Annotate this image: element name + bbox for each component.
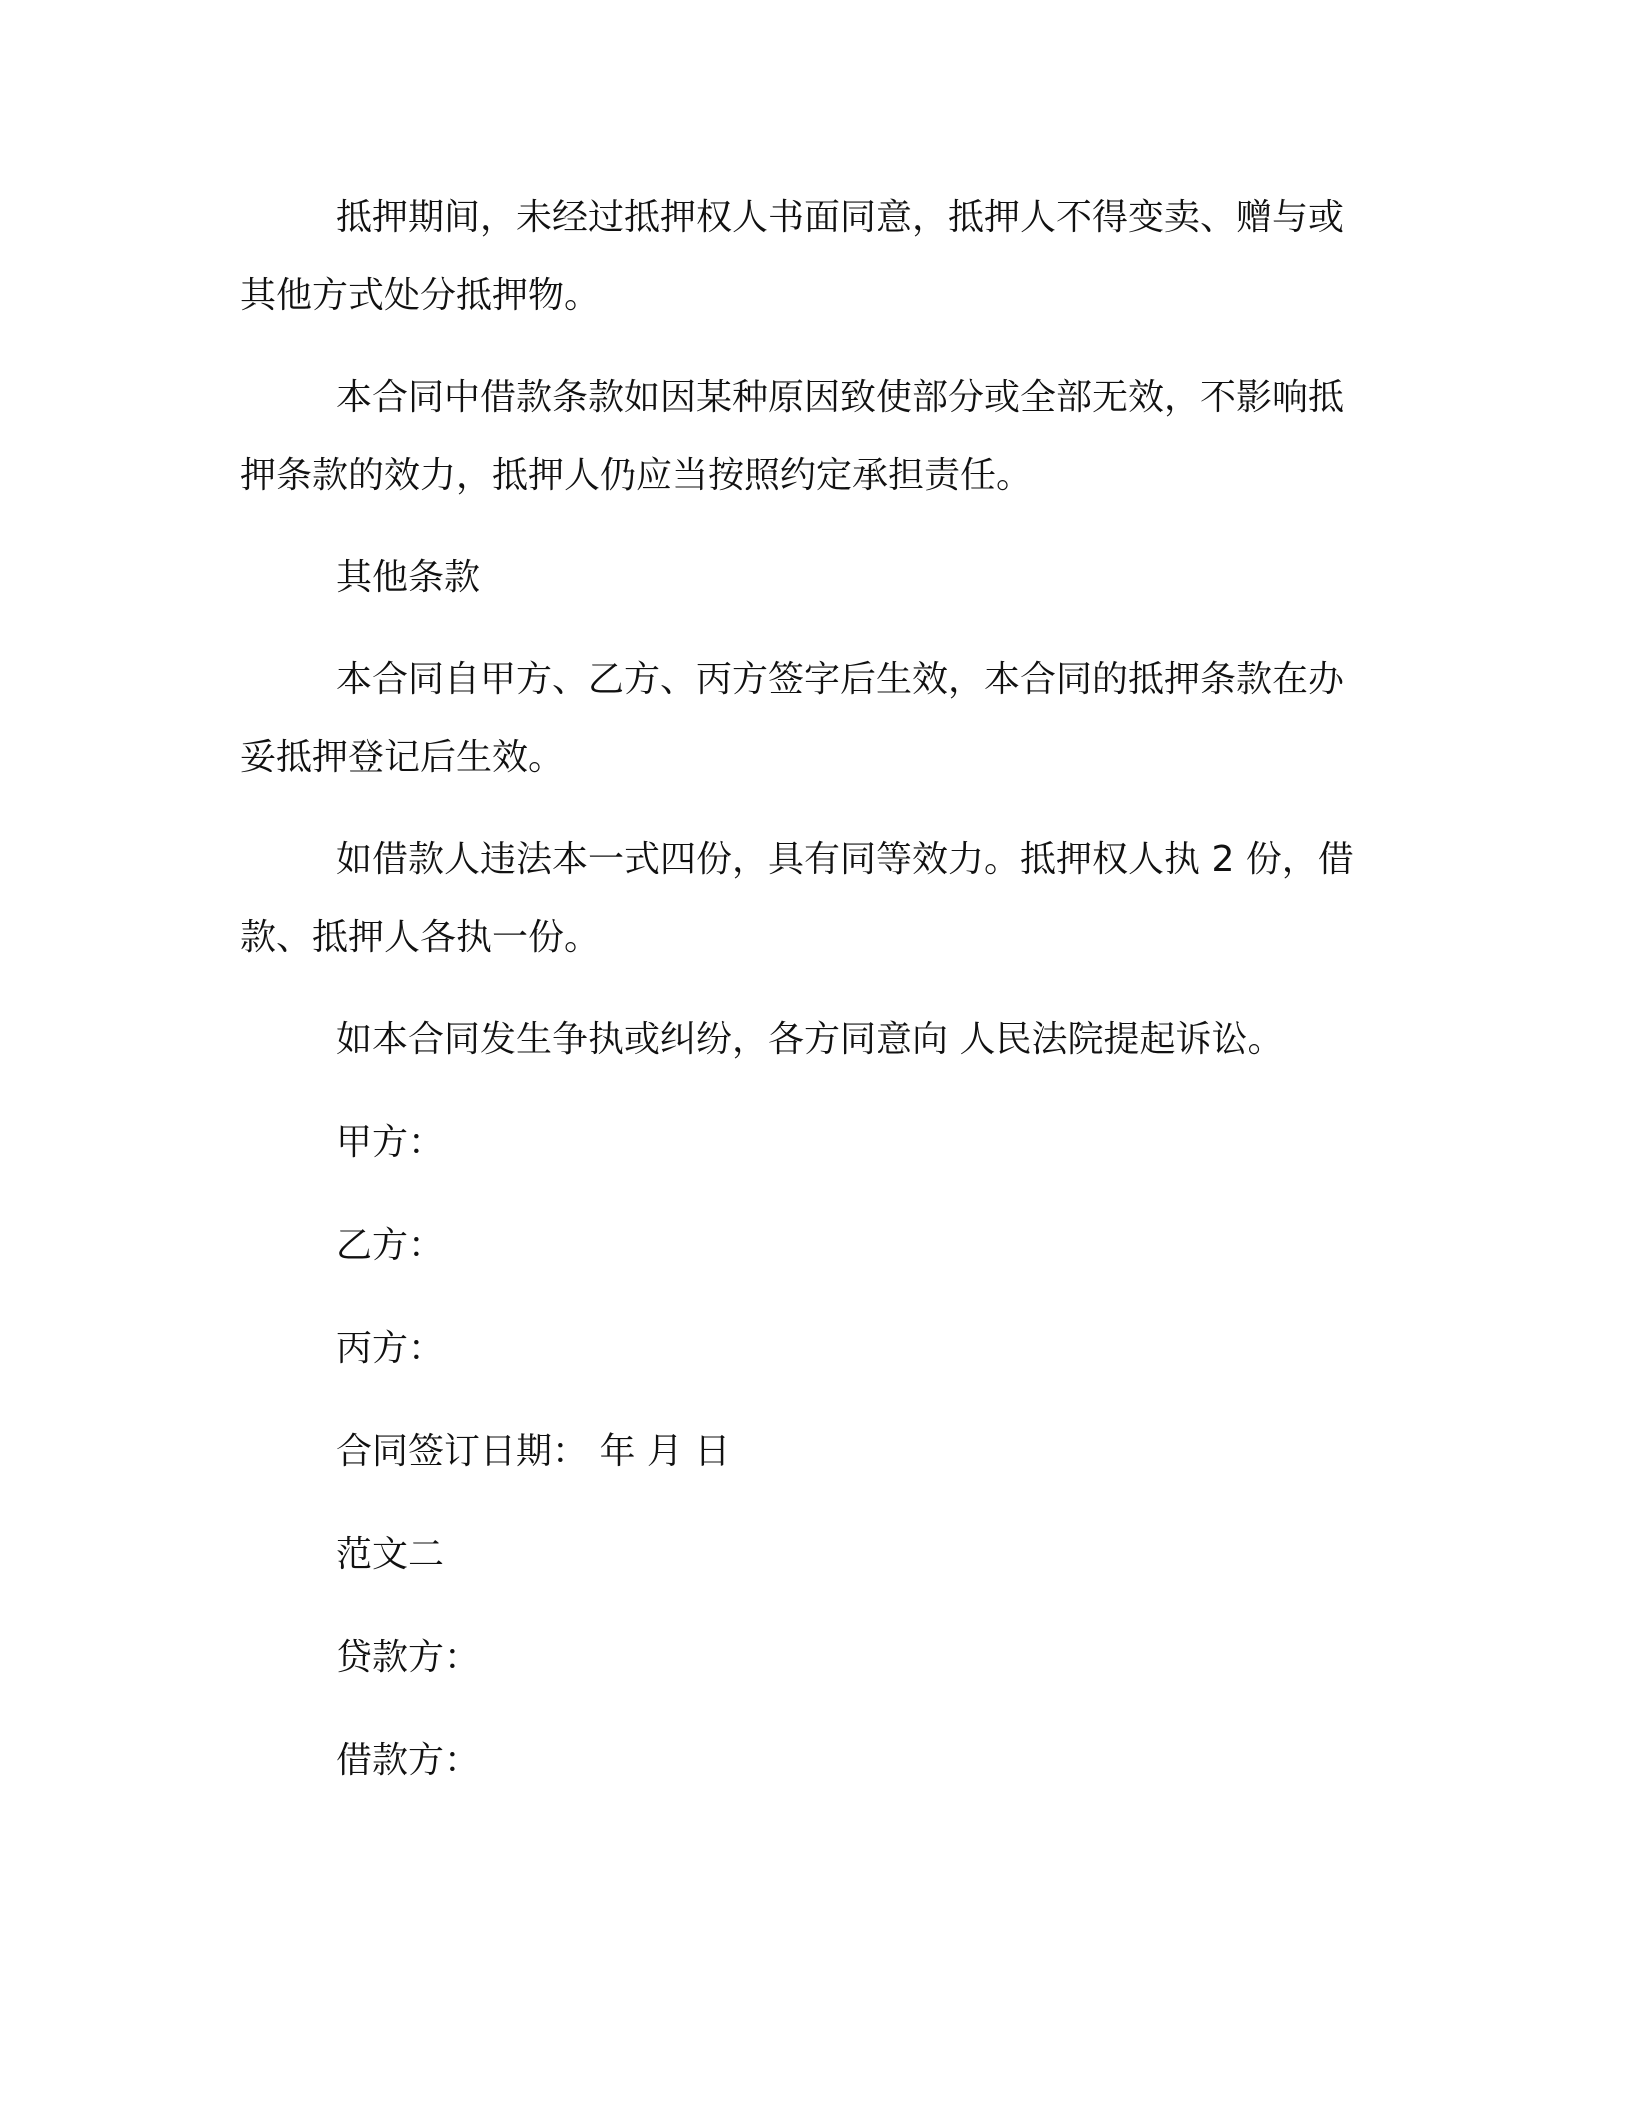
party-b-label: 乙方： [336,1225,445,1266]
party-a-label: 甲方： [336,1122,445,1163]
lender-label: 贷款方： [336,1637,481,1678]
paragraph-2-line-2: 押条款的效力，抵押人仍应当按照约定承担责任。 [240,455,1033,496]
paragraph-1-line-1: 抵押期间，未经过抵押权人书面同意，抵押人不得变卖、赠与或 [336,197,1345,238]
paragraph-4-line-2: 妥抵押登记后生效。 [240,737,565,778]
template-two-heading: 范文二 [336,1534,445,1575]
section-heading-other-terms: 其他条款 [336,557,481,598]
paragraph-5-line-1: 如借款人违法本一式四份，具有同等效力。抵押权人执 2 份，借 [336,839,1354,880]
paragraph-5-line-2: 款、抵押人各执一份。 [240,917,601,958]
paragraph-2-line-1: 本合同中借款条款如因某种原因致使部分或全部无效，不影响抵 [336,377,1345,418]
paragraph-1-line-2: 其他方式处分抵押物。 [240,275,601,316]
paragraph-6-line-1: 如本合同发生争执或纠纷，各方同意向 人民法院提起诉讼。 [336,1019,1284,1060]
paragraph-4-line-1: 本合同自甲方、乙方、丙方签字后生效，本合同的抵押条款在办 [336,659,1345,700]
contract-date-label: 合同签订日期： 年 月 日 [336,1431,731,1472]
party-c-label: 丙方： [336,1328,445,1369]
borrower-label: 借款方： [336,1740,481,1781]
